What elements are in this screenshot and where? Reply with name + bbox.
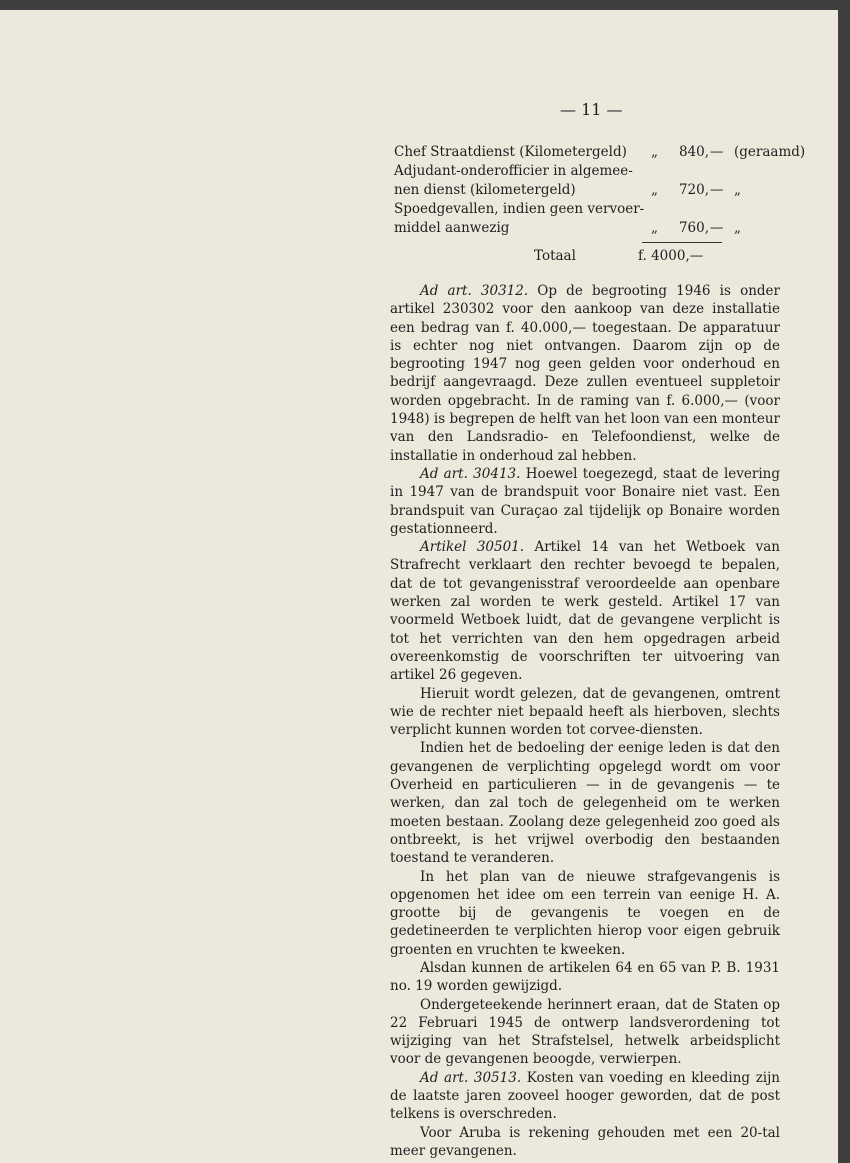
paragraph — [390, 959, 780, 996]
cost-amount: 840, — [678, 144, 709, 160]
paragraph-text: Kosten van voeding en kleeding zijn de laatste jaren zooveel hooger geworden, dat de post telkens is overschreden. — [390, 1069, 780, 1123]
ditto-mark: „ — [651, 220, 658, 236]
paragraph — [390, 685, 780, 740]
cost-note: (geraamd) — [734, 144, 806, 160]
paragraph — [390, 465, 780, 538]
paragraph-text: Hieruit wordt gelezen, dat de gevangenen, omtrent wie de rechter niet bepaald heeft als hierboven, slechts verplicht kunnen worden tot corvee-diensten. — [390, 685, 780, 739]
paragraph-text: Hoewel toegezegd, staat de levering in 1947 van de brandspuit voor Bonaire niet vast. Een brandspuit van Curaçao zal tijdelijk op Bonaire worden gestationneerd. — [390, 465, 780, 537]
article-reference: Ad art. 30413. — [420, 465, 521, 482]
paragraph-text: Alsdan kunnen de artikelen 64 en 65 van P. B. 1931 no. 19 worden gewijzigd. — [390, 959, 780, 995]
paragraph — [390, 739, 780, 867]
cost-note: „ — [734, 182, 741, 198]
cost-label: Spoedgevallen, indien geen vervoer- — [394, 201, 645, 217]
paragraph — [390, 868, 780, 959]
cost-row — [394, 163, 794, 182]
cost-table — [394, 144, 806, 264]
cost-row — [394, 201, 794, 220]
ditto-mark: „ — [651, 144, 658, 160]
cost-amount: 720, — [678, 182, 709, 198]
total-label: Totaal — [534, 248, 576, 264]
cost-label: Chef Straatdienst (Kilometergeld) — [394, 144, 627, 160]
page-number: — 11 — — [560, 100, 623, 119]
paragraph-text: Voor Aruba is rekening gehouden met een 20-tal meer gevangenen. — [390, 1124, 780, 1159]
paragraph-text: Ondergeteekende herinnert eraan, dat de Staten op 22 Februari 1945 de ontwerp landsverordening tot wijziging van het Strafstelsel, hetwelk arbeidsplicht voor de gevangenen beoogde, verwierpen. — [390, 996, 780, 1068]
paragraph — [390, 538, 780, 684]
paragraph-text: Artikel 14 van het Wetboek van Strafrecht verklaart den rechter bevoegd te bepalen, dat de tot gevangenisstraf veroordeelde aan openbare werken zal worden te werk gesteld. Artikel 17 van voormeld Wetboek luidt, dat de gevangene verplicht is tot het verrichten van den hem opgedragen arbeid overeenkomstig de voorschriften ter uitvoering van artikel 26 gegeven. — [390, 539, 780, 684]
paragraph-text: Indien het de bedoeling der eenige leden is dat den gevangenen de verplichting opgelegd wordt om voor Overheid en particulieren — in de gevangenis — te werken, dan zal toch de gelegenheid om te werken moeten bestaan. Zoolang deze gelegenheid zoo goed als ontbreekt, is het vrijwel overbodig den bestaanden toestand te veranderen. — [390, 740, 780, 867]
cost-label: nen dienst (kilometergeld) — [394, 182, 576, 198]
cost-row — [394, 220, 794, 239]
total-value: f. 4000,— — [638, 248, 704, 264]
cost-row — [394, 182, 794, 201]
paragraph — [390, 282, 780, 465]
cost-row — [394, 144, 806, 163]
cost-amount: 760, — [678, 220, 709, 236]
paragraph — [390, 1124, 780, 1161]
paragraph — [390, 1069, 780, 1124]
cost-label: middel aanwezig — [394, 220, 510, 236]
paragraph-text: Op de begrooting 1946 is onder artikel 230302 voor den aankoop van deze installatie een bedrag van f. 40.000,— toegestaan. De apparatuur is echter nog niet ontvangen. Daarom zijn op de begrooting 1947 nog geen gelden voor onderhoud en bedrijf aangevraagd. Deze zullen eventueel suppletoir worden opgebracht. In de raming van f. 6.000,— (voor 1948) is begrepen de helft van het loon van een monteur van den Landsradio- en Telefoondienst, welke de installatie in onderhoud zal hebben. — [390, 283, 780, 464]
article-reference: Ad art. 30312. — [420, 283, 529, 299]
document-page — [0, 10, 838, 1163]
article-reference: Ad art. 30513. — [420, 1069, 522, 1086]
cost-dash: — — [710, 182, 724, 198]
cost-dash: — — [710, 220, 724, 236]
article-reference: Artikel 30501. — [420, 539, 525, 556]
total-row — [394, 248, 794, 268]
total-rule — [642, 242, 722, 243]
cost-dash: — — [710, 144, 724, 160]
cost-note: „ — [734, 220, 741, 236]
body-text — [390, 282, 780, 1160]
paragraph-text: In het plan van de nieuwe strafgevangenis is opgenomen het idee om een terrein van eenige H. A. grootte bij de gevangenis te voegen en de gedetineerden te verplichten hierop voor eigen gebruik groenten en vruchten te kweeken. — [390, 868, 780, 958]
paragraph — [390, 996, 780, 1069]
ditto-mark: „ — [651, 182, 658, 198]
cost-label: Adjudant-onderofficier in algemee- — [394, 163, 633, 179]
